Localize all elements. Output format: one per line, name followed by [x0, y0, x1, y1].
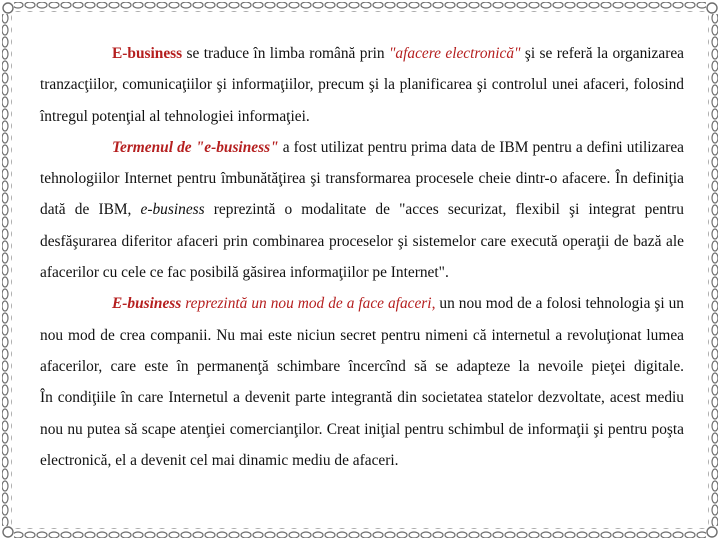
red-italic-phrase: reprezintă un nou mod de a face afaceri, [181, 295, 436, 313]
term-termenul-e-business: Termenul de "e-business" [112, 138, 279, 156]
paragraph-1-text-a: se traduce în limba română prin [182, 45, 389, 62]
paragraph-2-text-b: reprezintă o modalitate de "acces securizat, flexibil şi integrat pentru desfăşurarea diferitor afaceri prin combinarea proceselor şi sistemelor care execută operaţii de bază ale afacerilor cu cele ce fac posibilă găsirea informaţiilor pe Internet". [40, 201, 684, 282]
paragraph-2 [40, 132, 684, 288]
paragraph-1-text-b: şi se referă la organizarea tranzacţiilor, comunicaţiilor şi informaţiilor, precum şi la planificarea şi controlul unei afaceri, folosind întregul potenţial al tehnologiei informaţiei. [40, 45, 684, 125]
paragraph-3-text: un nou mod de a folosi tehnologia şi un nou mod de crea companii. Nu mai este niciun secret pentru nimeni că internetul a revoluţionat lumea afacerilor, care este în permanenţă schimbare încercînd să se adapteze la nevoile pieţei digitale. [40, 295, 684, 375]
term-e-business-2: E-business [112, 295, 182, 313]
term-e-business: E-business [112, 45, 183, 62]
paragraph-2-text-a: a fost utilizat pentru prima data de IBM pentru a defini utilizarea tehnologiilor Internet pentru îmbunătăţirea şi transformarea procesele cheie dintr-o afacere. În definiţia dată de IBM, [40, 138, 685, 219]
quote-afacere-electronica: "afacere electronică" [388, 45, 521, 62]
paragraph-1 [40, 38, 684, 132]
document-body [40, 38, 684, 476]
paragraph-4: În condiţiile în care Internetul a devenit parte integrantă din societatea statelor dezvoltate, acest mediu nou nu putea să scape atenţiei comercianţilor. Creat iniţial pentru schimbul de informaţii şi pentru poşta electronică, el a devenit cel mai dinamic mediu de afaceri. [40, 389, 684, 469]
italic-e-business: e-business [140, 201, 205, 219]
paragraph-3 [40, 288, 684, 382]
